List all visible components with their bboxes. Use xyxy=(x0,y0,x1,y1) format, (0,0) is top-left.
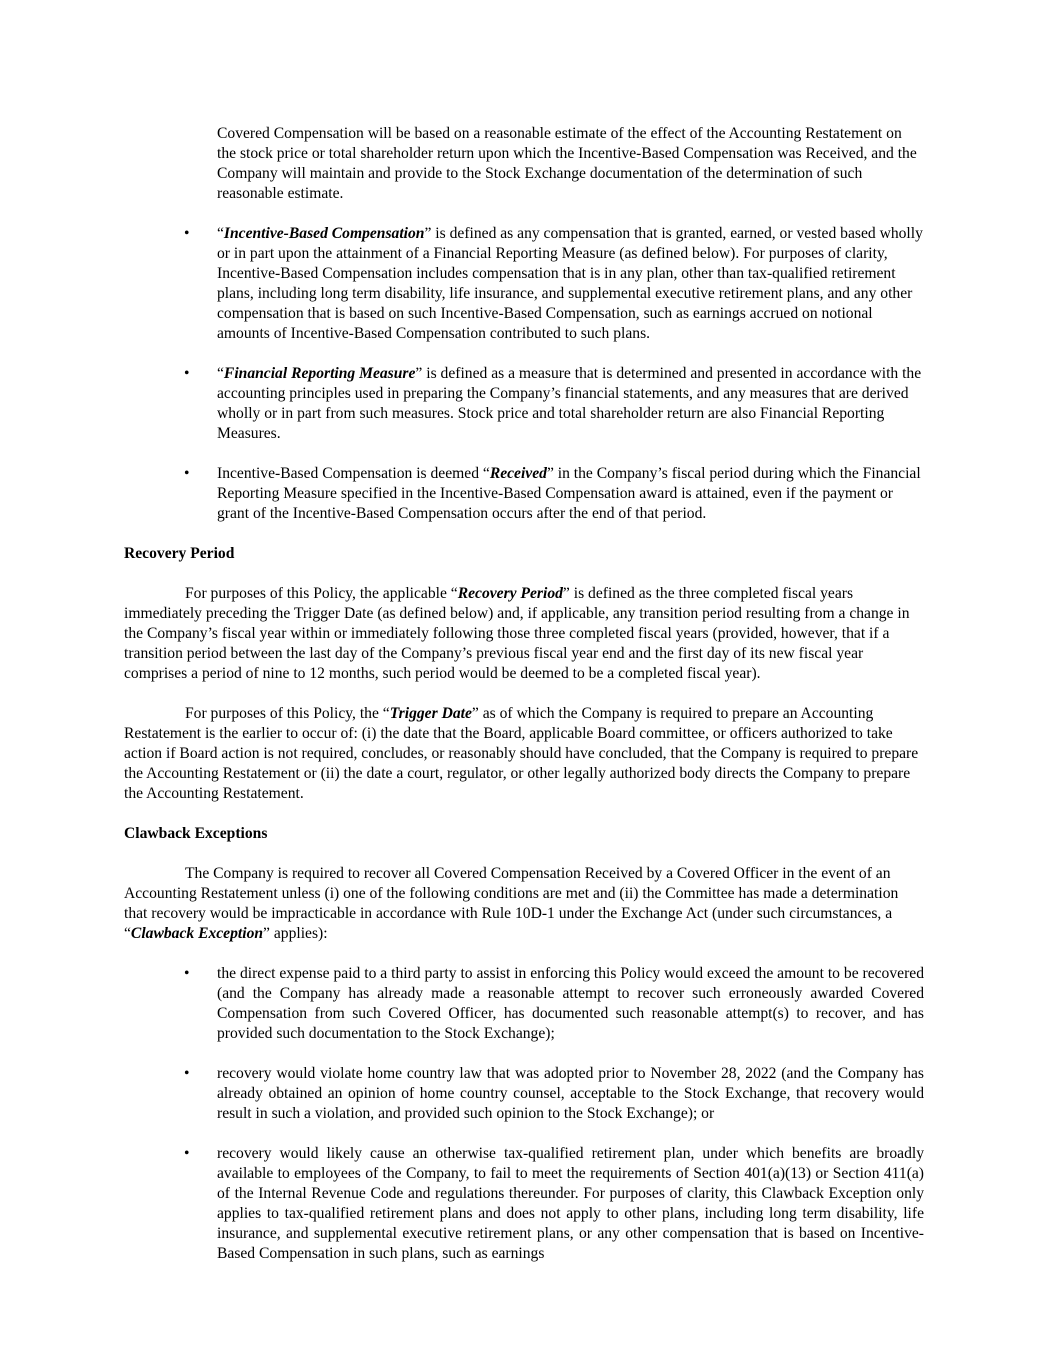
defined-term: Recovery Period xyxy=(457,585,563,602)
paragraph-body: ” as of which the Company is required to prepare an Accounting Restatement is the earlier to occur of: (i) the date that the Board, applicable Board committee, or officers authorized to take action if Board action is not required, concludes, or reasonably should have concluded, that the Company is required to prepare the Accounting Restatement or (ii) the date a court, regulator, or other legally authorized body directs the Company to prepare the Accounting Restatement. xyxy=(124,705,919,802)
definition-lead: “ xyxy=(217,365,224,382)
definition-body: ” is defined as a measure that is determined and presented in accordance with the accounting principles used in preparing the Company’s financial statements, and any measures that are derived wholly or in part from such measures. Stock price and total shareholder return are also Financial Reporting Measures. xyxy=(217,365,922,442)
defined-term: Clawback Exception xyxy=(130,925,264,942)
definition-financial-reporting-measure xyxy=(124,364,924,444)
bullet-icon: • xyxy=(184,1065,190,1082)
document-page xyxy=(124,124,924,1284)
recovery-period-paragraph xyxy=(124,584,924,684)
exception-text: the direct expense paid to a third party to assist in enforcing this Policy would exceed the amount to be recovered (and the Company has already made a reasonable attempt to recover such erroneously awarded Covered Compensation from such Covered Officer, has documented such reasonable attempt(s) to recover, and has provided such documentation to the Stock Exchange); xyxy=(217,965,924,1042)
continued-paragraph: Covered Compensation will be based on a reasonable estimate of the effect of the Accounting Restatement on the stock price or total shareholder return upon which the Incentive-Based Compensation was Received, and the Company will maintain and provide to the Stock Exchange documentation of the determination of such reasonable estimate. xyxy=(217,125,917,202)
bullet-icon: • xyxy=(184,465,190,482)
definition-body: ” is defined as any compensation that is granted, earned, or vested based wholly or in part upon the attainment of a Financial Reporting Measure (as defined below). For purposes of clarity, Incentive-Based Compensation includes compensation that is in any plan, other than tax-qualified retirement plans, including long term disability, life insurance, and supplemental executive retirement plans, and any other compensation that is based on such Incentive-Based Compensation, such as earnings accrued on notional amounts of Incentive-Based Compensation contributed to such plans. xyxy=(217,225,923,342)
defined-term: Financial Reporting Measure xyxy=(223,365,416,382)
defined-term: Trigger Date xyxy=(389,705,472,722)
defined-term: Received xyxy=(489,465,547,482)
definition-received xyxy=(124,464,924,524)
exception-item-direct-expense xyxy=(124,964,924,1044)
bullet-icon: • xyxy=(184,965,190,982)
paragraph-lead: The Company is required to recover all Covered Compensation Received by a Covered Officer in the event of an Accounting Restatement unless (i) one of the following conditions are met and (ii) the Committee has made a determination that recovery would be impracticable in accordance with Rule 10D-1 under the Exchange Act (under such circumstances, a “ xyxy=(124,865,899,942)
bullet-icon: • xyxy=(184,365,190,382)
section-heading-clawback-exceptions: Clawback Exceptions xyxy=(124,825,268,842)
exception-text: recovery would violate home country law that was adopted prior to November 28, 2022 (and the Company has already obtained an opinion of home country counsel, acceptable to the Stock Exchange, that recovery would result in such a violation, and provided such opinion to the Stock Exchange); or xyxy=(217,1065,924,1122)
paragraph-lead: For purposes of this Policy, the “ xyxy=(185,705,390,722)
bullet-icon: • xyxy=(184,225,190,242)
paragraph-body: ” is defined as the three completed fiscal years immediately preceding the Trigger Date (as defined below) and, if applicable, any transition period resulting from a change in the Company’s fiscal year within or immediately following those three completed fiscal years (provided, however, that if a transition period between the last day of the Company’s previous fiscal year end and the first day of its new fiscal year comprises a period of nine to 12 months, such period would be deemed to be a completed fiscal year). xyxy=(124,585,910,682)
exception-item-home-country-law xyxy=(124,1064,924,1124)
bullet-icon: • xyxy=(184,1145,190,1162)
defined-term: Incentive-Based Compensation xyxy=(223,225,425,242)
definition-incentive-based-compensation xyxy=(124,224,924,344)
trigger-date-paragraph xyxy=(124,704,924,804)
definition-body: ” in the Company’s fiscal period during which the Financial Reporting Measure specified in the Incentive-Based Compensation award is attained, even if the payment or grant of the Incentive-Based Compensation occurs after the end of that period. xyxy=(217,465,921,522)
clawback-exceptions-paragraph xyxy=(124,864,924,944)
paragraph-lead: For purposes of this Policy, the applicable “ xyxy=(185,585,458,602)
exception-text: recovery would likely cause an otherwise tax-qualified retirement plan, under which benefits are broadly available to employees of the Company, to fail to meet the requirements of Section 401(a)(13) or Section 411(a) of the Internal Revenue Code and regulations thereunder. For purposes of clarity, this Clawback Exception only applies to tax-qualified retirement plans and does not apply to other plans, including long term disability, life insurance, and supplemental executive retirement plans, or any other compensation that is based on Incentive-Based Compensation in such plans, such as earnings xyxy=(217,1145,924,1262)
definition-lead: “ xyxy=(217,225,224,242)
definition-lead: Incentive-Based Compensation is deemed “ xyxy=(217,465,490,482)
section-heading-recovery-period: Recovery Period xyxy=(124,545,235,562)
exception-item-retirement-plan xyxy=(124,1144,924,1264)
paragraph-body: ” applies): xyxy=(263,925,328,942)
